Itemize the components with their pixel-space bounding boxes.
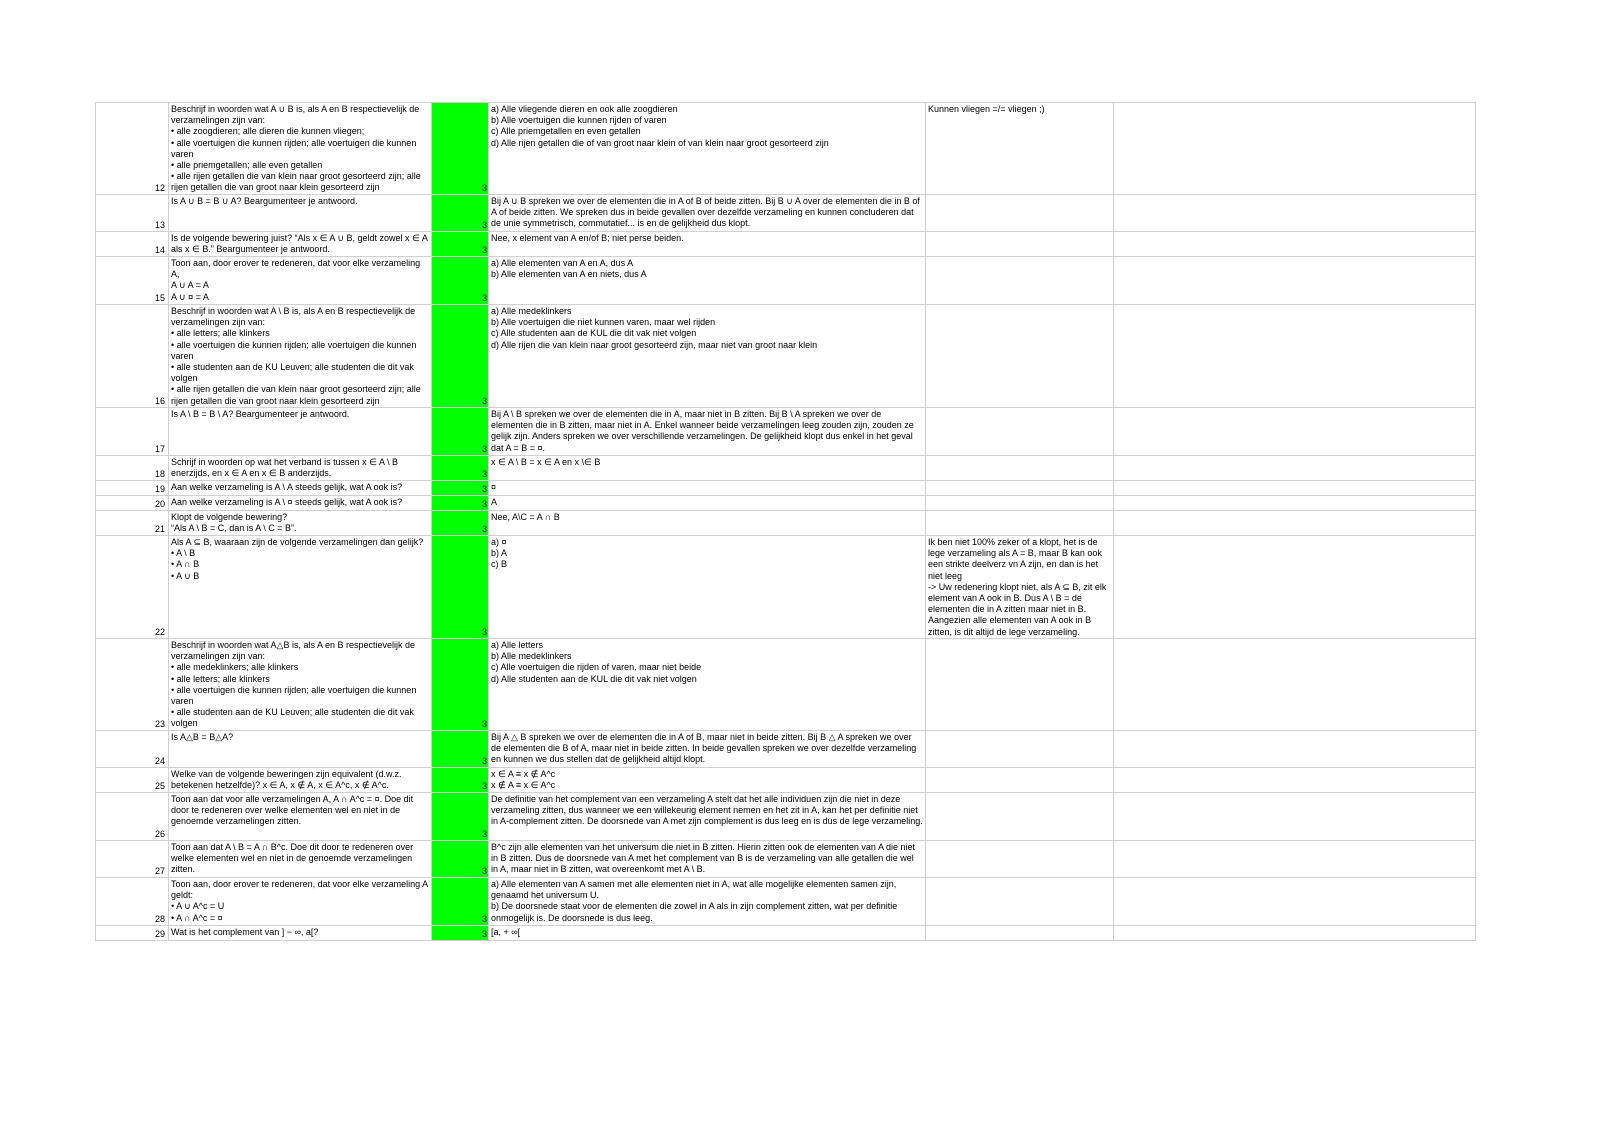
score-cell[interactable]: 3: [432, 232, 489, 257]
extra-cell[interactable]: [1114, 511, 1476, 536]
extra-cell[interactable]: [1114, 768, 1476, 793]
score-cell[interactable]: 3: [432, 841, 489, 878]
extra-cell[interactable]: [1114, 103, 1476, 195]
answer-cell[interactable]: a) Alle elementen van A samen met alle elementen niet in A, wat alle mogelijke elementen samen zijn, genaamd het universum U. b) De doorsnede staat voor de elementen die zowel in A als in zijn complement zitten, wat per definitie onmogelijk is. De doorsnede is dus leeg.: [489, 878, 926, 926]
question-cell[interactable]: Aan welke verzameling is A \ ¤ steeds gelijk, wat A ook is?: [169, 496, 432, 511]
comment-cell[interactable]: [926, 496, 1114, 511]
comment-cell[interactable]: [926, 639, 1114, 731]
answer-cell[interactable]: Bij A ∪ B spreken we over de elementen die in A of B of beide zitten. Bij B ∪ A over de elementen die in B of A of beide zitten. We spreken dus in beide gevallen over dezelfde verzameling en kunnen concluderen dat de unie symmetrisch, commutatief... is en de gelijkheid dus klopt.: [489, 195, 926, 232]
table-row: [96, 639, 1476, 731]
extra-cell[interactable]: [1114, 793, 1476, 841]
comment-cell[interactable]: [926, 408, 1114, 456]
score-cell[interactable]: 3: [432, 878, 489, 926]
table-row: [96, 408, 1476, 456]
question-cell[interactable]: Aan welke verzameling is A \ A steeds gelijk, wat A ook is?: [169, 481, 432, 496]
table-row: [96, 841, 1476, 878]
answer-cell[interactable]: a) Alle elementen van A en A, dus A b) Alle elementen van A en niets, dus A: [489, 257, 926, 305]
extra-cell[interactable]: [1114, 536, 1476, 639]
extra-cell[interactable]: [1114, 496, 1476, 511]
question-cell[interactable]: Als A ⊆ B, waaraan zijn de volgende verzamelingen dan gelijk? • A \ B • A ∩ B • A ∪ B: [169, 536, 432, 639]
answer-cell[interactable]: Bij A \ B spreken we over de elementen die in A, maar niet in B zitten. Bij B \ A spreken we over de elementen die in B zitten, maar niet in A. Enkel wanneer beide verzamelingen leeg zouden zijn, zouden ze gelijk zijn. Anders spreken we over verschillende verzamelingen. De gelijkheid klopt dus enkel in het geval dat A = B = ¤.: [489, 408, 926, 456]
score-cell[interactable]: 3: [432, 408, 489, 456]
table-row: [96, 536, 1476, 639]
row-number[interactable]: 21: [96, 511, 169, 536]
answer-cell[interactable]: a) Alle vliegende dieren en ook alle zoogdieren b) Alle voertuigen die kunnen rijden of varen c) Alle priemgetallen en even getallen d) Alle rijen getallen die of van groot naar klein of van klein naar groot gesorteerd zijn: [489, 103, 926, 195]
comment-cell[interactable]: [926, 841, 1114, 878]
question-cell[interactable]: Beschrijf in woorden wat A \ B is, als A en B respectievelijk de verzamelingen zijn van: • alle letters; alle klinkers • alle voertuigen die kunnen rijden; alle voertuigen die kunnen varen • alle studenten aan de KU Leuven; alle studenten die dit vak volgen • alle rijen getallen die van klein naar groot gesorteerd zijn; alle rijen getallen die van groot naar klein gesorteerd zijn: [169, 305, 432, 408]
extra-cell[interactable]: [1114, 257, 1476, 305]
question-cell[interactable]: Toon aan dat A \ B = A ∩ B^c. Doe dit door te redeneren over welke elementen wel en niet in de genoemde verzamelingen zitten.: [169, 841, 432, 878]
table-row: [96, 257, 1476, 305]
score-cell[interactable]: 3: [432, 257, 489, 305]
comment-cell[interactable]: [926, 481, 1114, 496]
row-number[interactable]: 19: [96, 481, 169, 496]
row-number[interactable]: 14: [96, 232, 169, 257]
row-number[interactable]: 27: [96, 841, 169, 878]
comment-cell[interactable]: [926, 768, 1114, 793]
extra-cell[interactable]: [1114, 456, 1476, 481]
score-cell[interactable]: 3: [432, 103, 489, 195]
question-cell[interactable]: Toon aan, door erover te redeneren, dat voor elke verzameling A, A ∪ A = A A ∪ ¤ = A: [169, 257, 432, 305]
comment-cell[interactable]: [926, 232, 1114, 257]
row-number[interactable]: 26: [96, 793, 169, 841]
comment-cell[interactable]: [926, 731, 1114, 768]
table-row: [96, 793, 1476, 841]
score-cell[interactable]: 3: [432, 639, 489, 731]
question-cell[interactable]: Welke van de volgende beweringen zijn equivalent (d.w.z. betekenen hetzelfde)? x ∈ A, x ∉ A, x ∈ A^c, x ∉ A^c.: [169, 768, 432, 793]
table-row: [96, 496, 1476, 511]
comment-cell[interactable]: [926, 257, 1114, 305]
question-cell[interactable]: Is A ∪ B = B ∪ A? Beargumenteer je antwoord.: [169, 195, 432, 232]
table-row: [96, 195, 1476, 232]
extra-cell[interactable]: [1114, 639, 1476, 731]
table-row: [96, 232, 1476, 257]
row-number[interactable]: 17: [96, 408, 169, 456]
extra-cell[interactable]: [1114, 195, 1476, 232]
table-row: [96, 511, 1476, 536]
answer-cell[interactable]: Nee, x element van A en/of B; niet perse beiden.: [489, 232, 926, 257]
row-number[interactable]: 22: [96, 536, 169, 639]
row-number[interactable]: 13: [96, 195, 169, 232]
score-cell[interactable]: 3: [432, 496, 489, 511]
score-cell[interactable]: 3: [432, 926, 489, 941]
row-number[interactable]: 29: [96, 926, 169, 941]
answer-cell[interactable]: a) ¤ b) A c) B: [489, 536, 926, 639]
row-number[interactable]: 20: [96, 496, 169, 511]
answer-cell[interactable]: Bij A △ B spreken we over de elementen die in A of B, maar niet in beide zitten. Bij B △ A spreken we over de elementen die B of A, maar niet in beide zitten. In beide gevallen spreken we over dezelfde verzameling en kunnen we dus stellen dat de gelijkheid altijd klopt.: [489, 731, 926, 768]
answer-cell[interactable]: a) Alle medeklinkers b) Alle voertuigen die niet kunnen varen, maar wel rijden c) Alle studenten aan de KUL die dit vak niet volgen d) Alle rijen die van klein naar groot gesorteerd zijn, maar niet van groot naar klein: [489, 305, 926, 408]
extra-cell[interactable]: [1114, 841, 1476, 878]
comment-cell[interactable]: [926, 305, 1114, 408]
score-cell[interactable]: 3: [432, 793, 489, 841]
answer-cell[interactable]: B^c zijn alle elementen van het universum die niet in B zitten. Hierin zitten ook de elementen van A die niet in B zitten. Dus de doorsnede van A met het complement van B is de verzameling van alle getallen die wel in A, maar niet in B zitten, wat overeenkomt met A \ B.: [489, 841, 926, 878]
question-cell[interactable]: Is A△B = B△A?: [169, 731, 432, 768]
row-number[interactable]: 25: [96, 768, 169, 793]
extra-cell[interactable]: [1114, 305, 1476, 408]
score-cell[interactable]: 3: [432, 481, 489, 496]
score-cell[interactable]: 3: [432, 305, 489, 408]
row-number[interactable]: 15: [96, 257, 169, 305]
score-cell[interactable]: 3: [432, 536, 489, 639]
answer-cell[interactable]: ¤: [489, 481, 926, 496]
score-cell[interactable]: 3: [432, 731, 489, 768]
comment-cell[interactable]: [926, 195, 1114, 232]
row-number[interactable]: 28: [96, 878, 169, 926]
score-cell[interactable]: 3: [432, 195, 489, 232]
question-cell[interactable]: Klopt de volgende bewering? “Als A \ B = C, dan is A \ C = B”.: [169, 511, 432, 536]
table-row: [96, 481, 1476, 496]
answer-cell[interactable]: x ∈ A \ B = x ∈ A en x \∈ B: [489, 456, 926, 481]
question-cell[interactable]: Toon aan dat voor alle verzamelingen A, A ∩ A^c = ¤. Doe dit door te redeneren over welke elementen wel en niet in de genoemde verzamelingen zitten.: [169, 793, 432, 841]
extra-cell[interactable]: [1114, 481, 1476, 496]
comment-cell[interactable]: [926, 878, 1114, 926]
table-row: [96, 731, 1476, 768]
answer-cell[interactable]: a) Alle letters b) Alle medeklinkers c) Alle voertuigen die rijden of varen, maar niet beide d) Alle studenten aan de KUL die dit vak niet volgen: [489, 639, 926, 731]
row-number[interactable]: 23: [96, 639, 169, 731]
question-cell[interactable]: Beschrijf in woorden wat A△B is, als A en B respectievelijk de verzamelingen zijn van: • alle medeklinkers; alle klinkers • alle letters; alle klinkers • alle voertuigen die kunnen rijden; alle voertuigen die kunnen varen • alle studenten aan de KU Leuven; alle studenten die dit vak volgen: [169, 639, 432, 731]
comment-cell[interactable]: Kunnen vliegen =/= vliegen ;): [926, 103, 1114, 195]
row-number[interactable]: 18: [96, 456, 169, 481]
table-row: [96, 456, 1476, 481]
table-row: [96, 878, 1476, 926]
row-number[interactable]: 12: [96, 103, 169, 195]
extra-cell[interactable]: [1114, 232, 1476, 257]
question-cell[interactable]: Is A \ B = B \ A? Beargumenteer je antwoord.: [169, 408, 432, 456]
comment-cell[interactable]: [926, 793, 1114, 841]
exercise-table: [95, 102, 1476, 941]
score-cell[interactable]: 3: [432, 456, 489, 481]
question-cell[interactable]: Is de volgende bewering juist? “Als x ∈ A ∪ B, geldt zowel x ∈ A als x ∈ B.” Beargumenteer je antwoord.: [169, 232, 432, 257]
table-row: [96, 768, 1476, 793]
comment-cell[interactable]: [926, 456, 1114, 481]
answer-cell[interactable]: Nee, A\C = A ∩ B: [489, 511, 926, 536]
table-row: [96, 103, 1476, 195]
answer-cell[interactable]: x ∈ A ≡ x ∉ A^c x ∉ A ≡ x ∈ A^c: [489, 768, 926, 793]
extra-cell[interactable]: [1114, 408, 1476, 456]
extra-cell[interactable]: [1114, 731, 1476, 768]
question-cell[interactable]: Wat is het complement van ] − ∞, a[?: [169, 926, 432, 941]
question-cell[interactable]: Schrijf in woorden op wat het verband is tussen x ∈ A \ B enerzijds, en x ∈ A en x ∈ B anderzijds.: [169, 456, 432, 481]
row-number[interactable]: 24: [96, 731, 169, 768]
question-cell[interactable]: Toon aan, door erover te redeneren, dat voor elke verzameling A geldt: • A ∪ A^c = U • A ∩ A^c = ¤: [169, 878, 432, 926]
comment-cell[interactable]: Ik ben niet 100% zeker of a klopt, het is de lege verzameling als A = B, maar B kan ook een strikte deelverz vn A zijn, en dan is het niet leeg -> Uw redenering klopt niet, als A ⊆ B, zit elk element van A ook in B. Dus A \ B = de elementen die in A zitten maar niet in B. Aangezien alle elementen van A ook in B zitten, is dit altijd de lege verzameling.: [926, 536, 1114, 639]
extra-cell[interactable]: [1114, 926, 1476, 941]
row-number[interactable]: 16: [96, 305, 169, 408]
answer-cell[interactable]: [a, + ∞[: [489, 926, 926, 941]
table-row: [96, 305, 1476, 408]
score-cell[interactable]: 3: [432, 511, 489, 536]
answer-cell[interactable]: A: [489, 496, 926, 511]
extra-cell[interactable]: [1114, 878, 1476, 926]
answer-cell[interactable]: De definitie van het complement van een verzameling A stelt dat het alle individuen zijn die niet in deze verzameling zitten, dus wanneer we een willekeurig element nemen en het zit in A, kan het per definitie niet in A-complement zitten. De doorsnede van A met zijn complement is dus leeg en is dus de lege verzameling.: [489, 793, 926, 841]
table-row: [96, 926, 1476, 941]
question-cell[interactable]: Beschrijf in woorden wat A ∪ B is, als A en B respectievelijk de verzamelingen zijn van: • alle zoogdieren; alle dieren die kunnen vliegen; • alle voertuigen die kunnen rijden; alle voertuigen die kunnen varen • alle priemgetallen; alle even getallen • alle rijen getallen die van klein naar groot gesorteerd zijn; alle rijen getallen die van groot naar klein gesorteerd zijn: [169, 103, 432, 195]
score-cell[interactable]: 3: [432, 768, 489, 793]
comment-cell[interactable]: [926, 926, 1114, 941]
comment-cell[interactable]: [926, 511, 1114, 536]
